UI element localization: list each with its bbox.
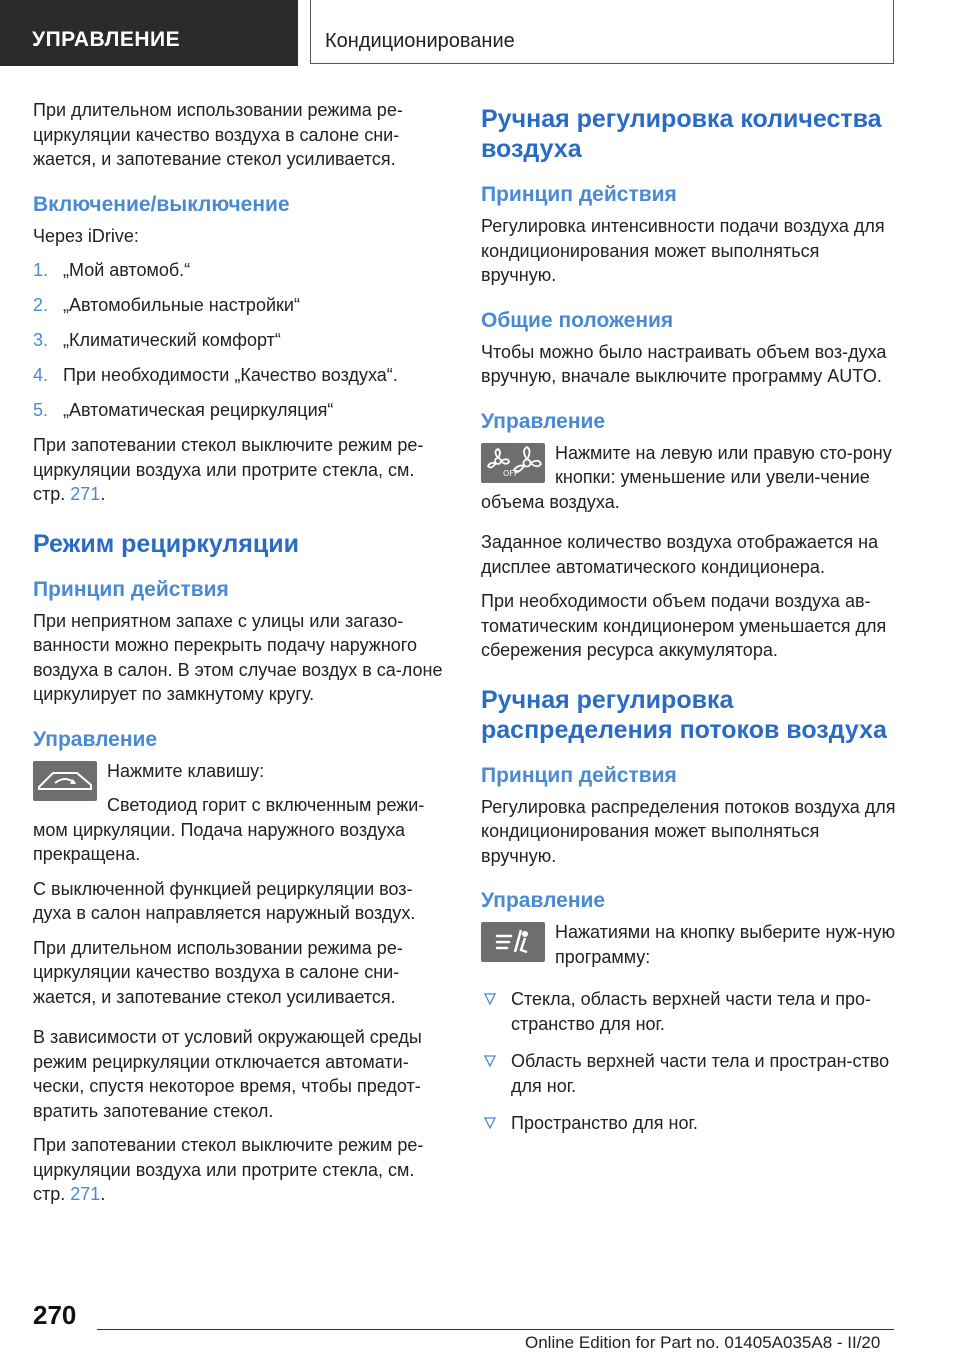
list-item: 1. „Мой автомоб.“ [33, 260, 191, 280]
list-item: 2. „Автомобильные настройки“ [33, 295, 300, 315]
list-item: Пространство для ног. [481, 1111, 896, 1136]
onoff-heading: Включение/выключение [33, 192, 290, 216]
control-heading: Управление [481, 409, 606, 433]
intro-paragraph: При длительном использовании режима ре-циркуляции качество воздуха в салоне сни-жается, и запотевание стекол усиливается. [33, 100, 403, 169]
chapter-tab [310, 0, 894, 64]
section-title: УПРАВЛЕНИЕ [32, 28, 181, 51]
battery-paragraph: При необходимости объем подачи воздуха ав-томатическим кондиционером уменьшается для сбережения ресурса аккумулятора. [481, 591, 887, 660]
principle-heading: Принцип действия [33, 577, 229, 601]
select-program-text: Нажатиями на кнопку выберите нуж-ную программу: [555, 922, 896, 967]
fan-paragraph: Нажмите на левую или правую сто-рону кнопки: уменьшение или увели-чение объема воздуха. [481, 442, 892, 512]
principle-heading: Принцип действия [481, 183, 677, 206]
right-column [481, 98, 896, 1149]
left-column [33, 98, 448, 1217]
chapter-title: Кондиционирование [325, 30, 515, 52]
page-number: 270 [33, 1300, 77, 1330]
distribution-button-block [481, 920, 896, 969]
principle-paragraph: Регулировка распределения потоков воздуха для кондиционирования может выполняться вручную. [481, 796, 896, 866]
principle-heading: Принцип действия [481, 763, 677, 787]
list-item: 5. „Автоматическая рециркуляция“ [33, 400, 334, 420]
triangle-bullet-icon [484, 1055, 496, 1067]
page-link[interactable]: 271 [70, 1184, 101, 1204]
list-item: Стекла, область верхней части тела и про-странство для ног. [481, 987, 896, 1036]
list-item: 3. „Климатический комфорт“ [33, 330, 281, 350]
long-use-paragraph: При длительном использовании режима ре-циркуляции качество воздуха в салоне сни-жается, и запотевание стекол усиливается. [33, 937, 403, 1007]
list-item: 4. При необходимости „Качество воздуха“. [33, 365, 398, 385]
general-paragraph: Чтобы можно было настраивать объем воз-духа вручную, вначале выключите программу AUTO. [481, 341, 887, 386]
display-paragraph: Заданное количество воздуха отображается на дисплее автоматического кондиционера. [481, 532, 879, 577]
svg-text:OFF: OFF [503, 468, 519, 478]
distribution-heading: Ручная регулировка распределения потоков воздуха [481, 685, 887, 744]
recirc-heading: Режим рециркуляции [33, 529, 300, 558]
section-tab [0, 0, 298, 66]
fog-note-2: При запотевании стекол выключите режим ре-циркуляции воздуха или протрите стекла, см. стр. 271. [33, 1135, 424, 1204]
recirc-button-block [33, 759, 448, 867]
page-link[interactable]: 271 [70, 484, 101, 504]
air-distribution-icon [481, 922, 545, 962]
principle-paragraph: При неприятном запахе с улицы или загазо-ванности можно перекрыть подачу наружного воздуха в салон. В этом случае воздух в са-лоне циркулирует по замкнутому кругу. [33, 610, 443, 704]
recirculation-car-icon [33, 761, 97, 801]
general-heading: Общие положения [481, 308, 674, 332]
led-paragraph: Светодиод горит с включенным режи-мом циркуляции. Подача наружного воздуха прекращена. [33, 795, 425, 864]
triangle-bullet-icon [484, 1117, 496, 1129]
auto-off-paragraph: В зависимости от условий окружающей среды режим рециркуляции отключается автомати-чески, спустя некоторое время, чтобы предот-вратить запотевание стекол. [33, 1027, 422, 1121]
footer-divider [97, 1329, 894, 1330]
fan-button-block [481, 441, 896, 515]
edition-footer: Online Edition for Part no. 01405A035A8 - II/20 [525, 1333, 881, 1352]
recirc-off-paragraph: С выключенной функцией рециркуляции воз-духа в салон направляется наружный воздух. [33, 878, 416, 923]
list-item: Область верхней части тела и простран-ство для ног. [481, 1049, 896, 1098]
press-key-text: Нажмите клавишу: [107, 760, 265, 781]
fog-note: При запотевании стекол выключите режим ре-циркуляции воздуха или протрите стекла, см. стр. 271. [33, 435, 424, 504]
control-heading: Управление [33, 727, 158, 751]
qty-heading: Ручная регулировка количества воздуха [481, 105, 882, 163]
program-list [481, 987, 896, 1136]
principle-paragraph: Регулировка интенсивности подачи воздуха для кондиционирования может выполняться вручную. [481, 216, 885, 285]
idrive-label: Через iDrive: [33, 225, 139, 246]
idrive-steps [33, 258, 448, 423]
triangle-bullet-icon [484, 993, 496, 1005]
control-heading: Управление [481, 889, 606, 912]
fan-off-icon [481, 443, 545, 483]
